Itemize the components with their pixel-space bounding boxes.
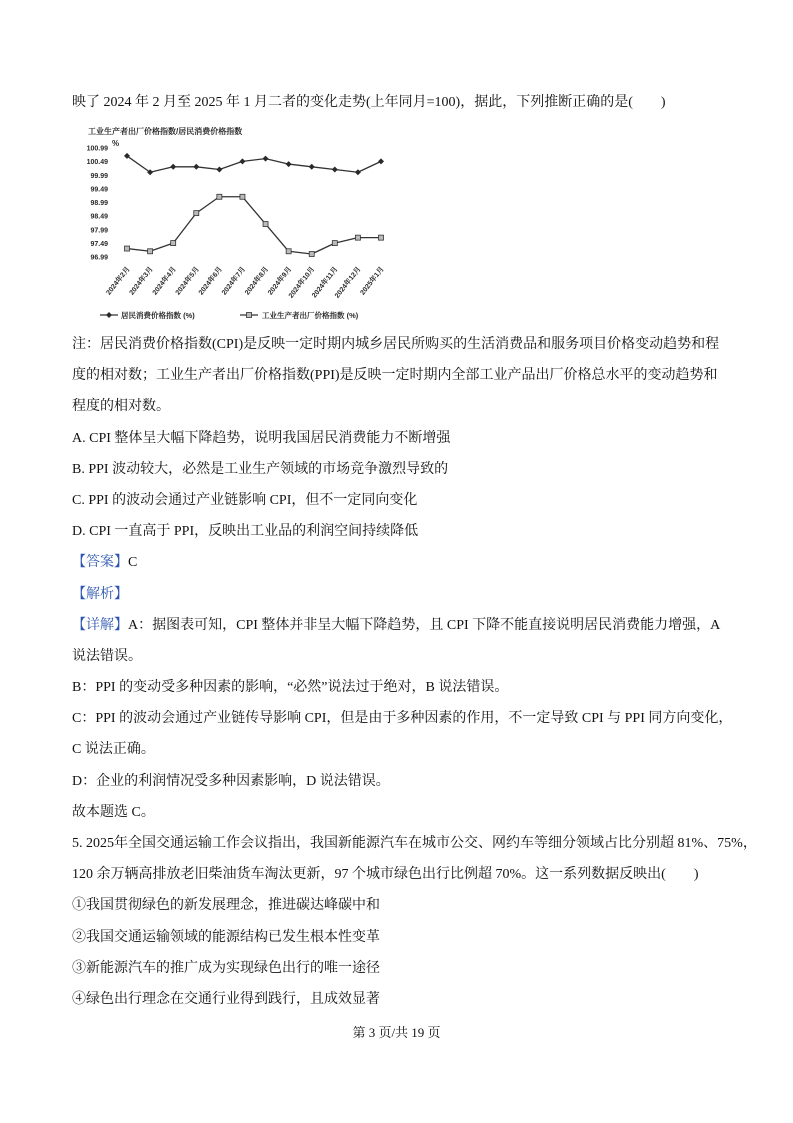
ppi-data-point <box>171 241 176 246</box>
answer-label: 【答案】 <box>72 555 128 571</box>
statement-4: ④绿色出行理念在交通行业得到践行，且成效显著 <box>72 991 380 1007</box>
cpi-data-point <box>286 161 292 167</box>
y-tick-label: 98.99 <box>90 200 108 207</box>
question-body <box>72 329 772 1015</box>
y-tick-label: 100.49 <box>86 159 108 167</box>
x-tick-label: 2024年4月 <box>151 265 178 297</box>
cpi-data-point <box>216 167 222 173</box>
cpi-data-point <box>170 164 176 170</box>
ppi-data-point <box>240 194 245 199</box>
y-tick-label: 97.49 <box>90 240 108 248</box>
note-line-3: 程度的相对数。 <box>72 399 170 415</box>
y-tick-label: 100.99 <box>86 145 108 153</box>
x-tick-label: 2024年12月 <box>333 265 363 300</box>
y-tick-label: 96.99 <box>90 254 108 262</box>
detail-line-5: C 说法正确。 <box>72 742 155 758</box>
detail-line-6: D：企业的利润情况受多种因素影响，D 说法错误。 <box>72 773 390 789</box>
legend-diamond-marker <box>106 312 112 318</box>
legend-label-ppi: 工业生产者出厂价格指数 (%) <box>262 311 359 320</box>
ppi-data-point <box>379 235 384 240</box>
cpi-data-point <box>193 164 199 170</box>
y-axis-unit: % <box>112 139 120 148</box>
cpi-data-point <box>355 169 361 175</box>
chart-marks <box>87 146 386 300</box>
x-tick-label: 2025年1月 <box>359 265 386 297</box>
ppi-series-line <box>127 197 381 254</box>
y-tick-label: 99.49 <box>90 186 108 194</box>
cpi-ppi-line-chart <box>72 118 412 330</box>
x-tick-label: 2024年2月 <box>105 265 132 297</box>
ppi-data-point <box>309 252 314 257</box>
answer-value: C <box>128 555 138 571</box>
legend-square-marker <box>247 313 252 318</box>
question-5-stem-line-1: 5. 2025年全国交通运输工作会议指出，我国新能源汽车在城市公交、网约车等细分领域占比分别超 81%、75%， <box>72 836 757 851</box>
ppi-data-point <box>355 235 360 240</box>
ppi-data-point <box>263 222 268 227</box>
conclusion-line: 故本题选 C。 <box>72 804 155 820</box>
y-tick-label: 97.99 <box>90 227 108 235</box>
chart-title: 工业生产者出厂价格指数/居民消费价格指数 <box>88 127 243 136</box>
cpi-data-point <box>332 167 338 173</box>
x-tick-label: 2024年6月 <box>197 265 224 297</box>
note-line-1: 注：居民消费价格指数(CPI)是反映一定时期内城乡居民所购买的生活消费品和服务项目价格变动趋势和程 <box>72 337 720 352</box>
option-a: A. CPI 整体呈大幅下降趋势，说明我国居民消费能力不断增强 <box>72 430 451 446</box>
x-tick-label: 2024年7月 <box>220 265 248 297</box>
cpi-data-point <box>263 156 269 162</box>
ppi-data-point <box>194 211 199 216</box>
detail-line-2: 说法错误。 <box>72 648 142 664</box>
x-tick-label: 2024年5月 <box>174 265 201 297</box>
detail-line-4: C：PPI 的波动会通过产业链传导影响 CPI，但是由于多种因素的作用，不一定导致 CPI 与 PPI 同方向变化， <box>72 711 733 727</box>
cpi-data-point <box>309 164 315 170</box>
x-tick-label: 2024年8月 <box>244 265 271 297</box>
chart-legend <box>100 310 359 320</box>
x-tick-label: 2024年9月 <box>267 265 294 297</box>
detail-line-1 <box>72 610 772 641</box>
detail-label: 【详解】 <box>72 617 128 633</box>
detail-line-3: B：PPI 的变动受多种因素的影响，“必然”说法过于绝对，B 说法错误。 <box>72 680 509 696</box>
y-tick-label: 98.49 <box>90 213 108 221</box>
page-footer: 第 3 页/共 19 页 <box>352 1025 441 1040</box>
chart-svg <box>72 118 412 330</box>
cpi-data-point <box>239 158 245 164</box>
ppi-data-point <box>217 194 222 199</box>
x-tick-label: 2024年11月 <box>311 265 340 300</box>
note-line-2: 度的相对数；工业生产者出厂价格指数(PPI)是反映一定时期内全部工业产品出厂价格总水平的变动趋势和 <box>72 368 718 384</box>
option-b: B. PPI 波动较大，必然是工业生产领域的市场竞争激烈导致的 <box>72 461 449 477</box>
y-tick-label: 99.99 <box>90 172 108 180</box>
x-tick-label: 2024年10月 <box>287 265 317 300</box>
analysis-heading <box>72 579 772 610</box>
ppi-data-point <box>148 249 153 254</box>
option-c: C. PPI 的波动会通过产业链影响 CPI，但不一定同向变化 <box>72 492 418 508</box>
detail-text: A：据图表可知，CPI 整体并非呈大幅下降趋势，且 CPI 下降不能直接说明居民消费能力增强，A <box>128 617 721 633</box>
x-tick-label: 2024年3月 <box>128 265 155 297</box>
ppi-data-point <box>125 246 130 251</box>
question-4-stem-tail: 映了 2024 年 2 月至 2025 年 1 月二者的变化走势(上年同月=100)，据此，下列推断正确的是( ) <box>72 95 666 110</box>
statement-1: ①我国贯彻绿色的新发展理念，推进碳达峰碳中和 <box>72 898 380 914</box>
legend-label-cpi: 居民消费价格指数 (%) <box>121 311 195 320</box>
cpi-data-point <box>378 158 384 164</box>
option-d: D. CPI 一直高于 PPI，反映出工业品的利润空间持续降低 <box>72 524 419 540</box>
ppi-data-point <box>286 249 291 254</box>
cpi-series-line <box>127 156 381 172</box>
statement-3: ③新能源汽车的推广成为实现绿色出行的唯一途径 <box>72 960 380 976</box>
statement-2: ②我国交通运输领域的能源结构已发生根本性变革 <box>72 929 380 945</box>
question-5-stem-line-2: 120 余万辆高排放老旧柴油货车淘汰更新，97 个城市绿色出行比例超 70%。这一系列数据反映出( ) <box>72 867 699 883</box>
answer-line <box>72 547 772 578</box>
analysis-label: 【解析】 <box>72 586 128 602</box>
ppi-data-point <box>332 241 337 246</box>
